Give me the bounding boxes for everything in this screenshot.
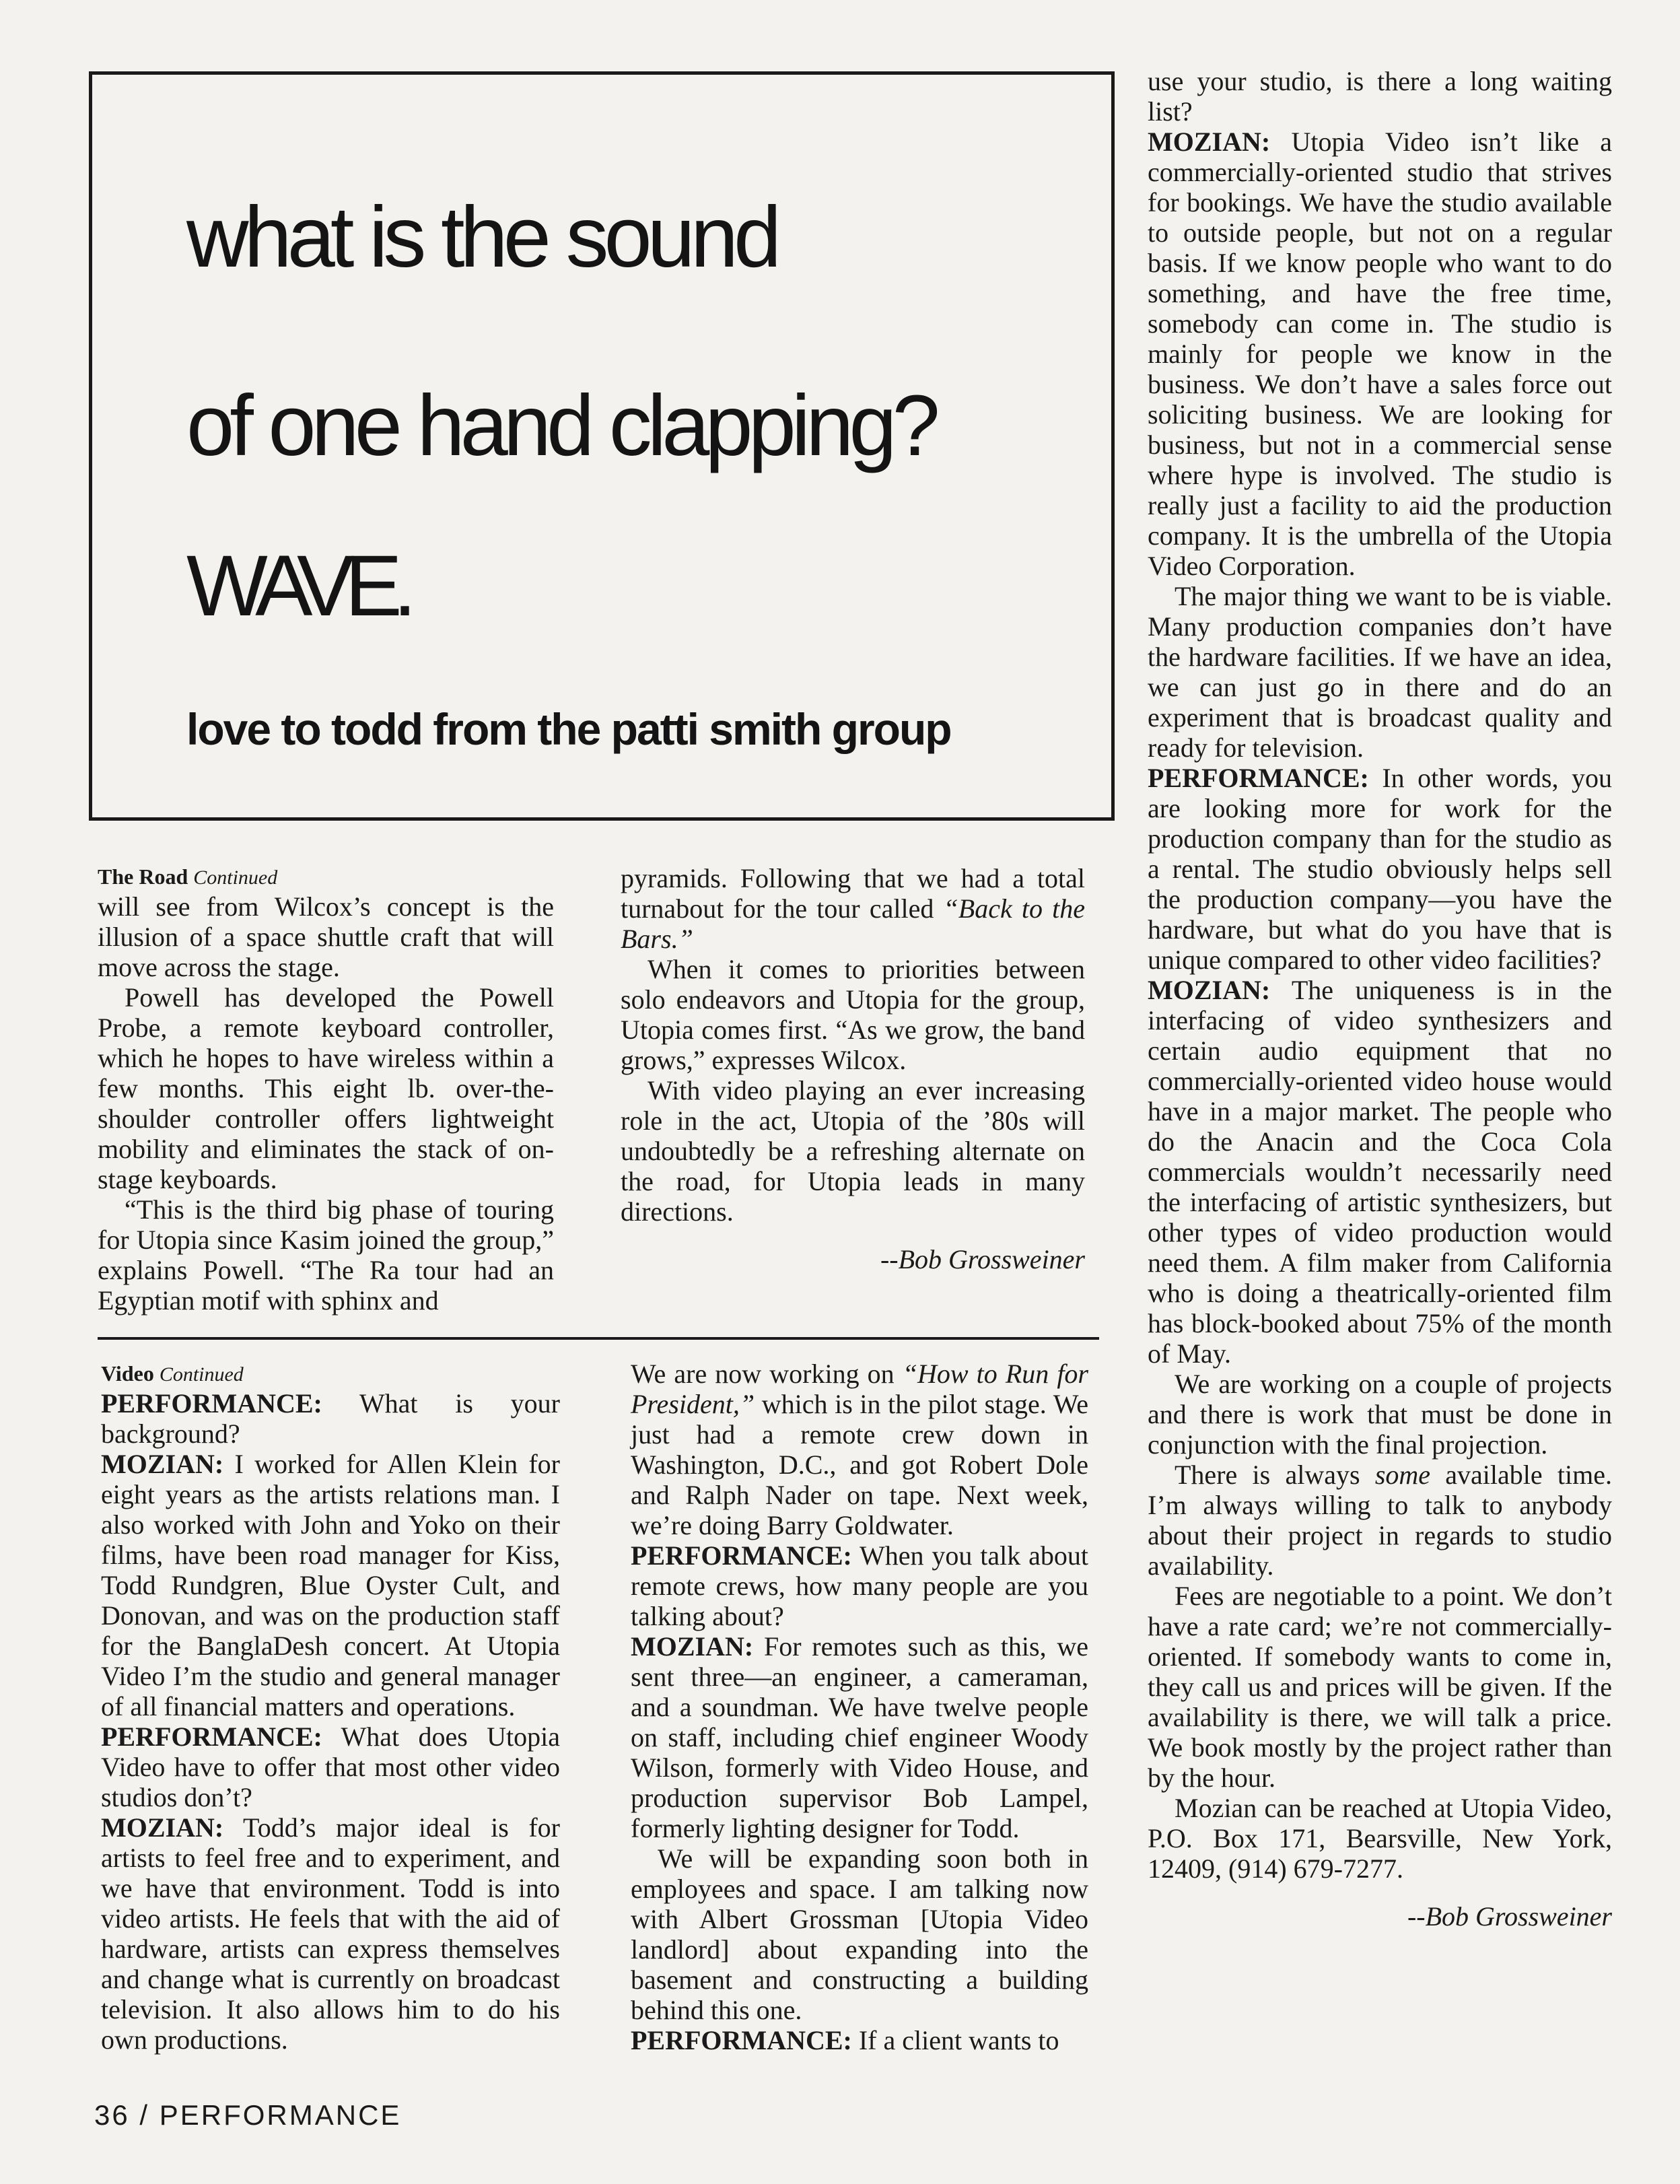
- interview-paragraph: PERFORMANCE: What does Utopia Video have to offer that most other video studios don’t?: [101, 1721, 560, 1812]
- video-signature: --Bob Grossweiner: [1407, 1901, 1612, 1932]
- ad-tagline: love to todd from the patti smith group: [186, 704, 951, 754]
- interview-paragraph: MOZIAN: Todd’s major ideal is for artists to feel free and to experiment, and we have that environment. Todd is into video artists. He feels that with the aid of hardware, artists can express themselves and change what is currently on broadcast television. It also allows him to do his own productions.: [101, 1812, 560, 2055]
- road-paragraph: will see from Wilcox’s concept is the illusion of a space shuttle craft that will move across the stage.: [98, 891, 554, 982]
- road-column-1: [98, 863, 554, 1316]
- road-paragraph: Powell has developed the Powell Probe, a remote keyboard controller, which he hopes to have wireless within a few months. This eight lb. over-the-shoulder controller offers lightweight mobility and eliminates the stack of on-stage keyboards.: [98, 982, 554, 1194]
- interview-paragraph: Mozian can be reached at Utopia Video, P.O. Box 171, Bearsville, New York, 12409, (914) 679-7277.: [1148, 1793, 1612, 1884]
- road-signature: --Bob Grossweiner: [880, 1244, 1085, 1274]
- interview-paragraph: We will be expanding soon both in employees and space. I am talking now with Albert Grossman [Utopia Video landlord] about expanding into the basement and constructing a building behind this one.: [631, 1843, 1088, 2025]
- ad-headline-1: what is the sound: [186, 189, 777, 285]
- road-paragraph: When it comes to priorities between solo endeavors and Utopia for the group, Utopia comes first. “As we grow, the band grows,” expresses Wilcox.: [621, 954, 1085, 1075]
- road-paragraph: With video playing an ever increasing role in the act, Utopia of the ’80s will undoubtedly be a refreshing alternate on the road, for Utopia leads in many directions.: [621, 1075, 1085, 1227]
- ad-headline-2: of one hand clapping?: [186, 378, 936, 474]
- road-heading: The Road Continued: [98, 864, 278, 889]
- interview-paragraph: MOZIAN: I worked for Allen Klein for eight years as the artists relations man. I also worked with John and Yoko on their films, have been road manager for Kiss, Todd Rundgren, Blue Oyster Cult, and Donovan, and was on the production staff for the BanglaDesh concert. At Utopia Video I’m the studio and general manager of all financial matters and operations.: [101, 1449, 560, 1721]
- interview-paragraph: The major thing we want to be is viable. Many production companies don’t have the hardware facilities. If we have an idea, we can just go in there and do an experiment that is broadcast quality and ready for television.: [1148, 581, 1612, 763]
- interview-paragraph: There is always some available time. I’m always willing to talk to anybody about their project in regards to studio availability.: [1148, 1460, 1613, 1581]
- video-heading: Video Continued: [101, 1361, 244, 1386]
- road-paragraph: “This is the third big phase of touring for Utopia since Kasim joined the group,” explains Powell. “The Ra tour had an Egyptian motif with sphinx and: [98, 1194, 554, 1316]
- interview-paragraph: PERFORMANCE: In other words, you are looking more for work for the production company than for the studio as a rental. The studio obviously helps sell the production company—you have the hardware, but what do you have that is unique compared to other video facilities?: [1148, 763, 1612, 975]
- road-column-2: [621, 863, 1085, 1274]
- section-divider: [98, 1337, 1099, 1340]
- interview-paragraph: MOZIAN: Utopia Video isn’t like a commercially-oriented studio that strives for bookings. We have the studio available to outside people, but not on a regular basis. If we know people who want to do something, and have the free time, somebody can come in. The studio is mainly for people we know in the business. We don’t have a sales force out soliciting business. We are looking for business, but not in a commercial sense where hype is involved. The studio is really just a facility to aid the production company. It is the umbrella of the Utopia Video Corporation.: [1148, 127, 1612, 581]
- video-column-2: [631, 1359, 1088, 2055]
- video-column-1: [101, 1360, 560, 2055]
- interview-paragraph: PERFORMANCE: If a client wants to: [631, 2025, 1059, 2055]
- road-paragraph: pyramids. Following that we had a total turnabout for the tour called “Back to the Bars.”: [621, 863, 1085, 954]
- interview-paragraph: MOZIAN: For remotes such as this, we sent three—an engineer, a cameraman, and a soundman. We have twelve people on staff, including chief engineer Woody Wilson, formerly with Video House, and production supervisor Bob Lampel, formerly lighting designer for Todd.: [631, 1631, 1088, 1843]
- video-column-3: [1148, 66, 1612, 1932]
- interview-paragraph: PERFORMANCE: When you talk about remote crews, how many people are you talking about?: [631, 1540, 1088, 1631]
- interview-paragraph: Fees are negotiable to a point. We don’t have a rate card; we’re not commercially-oriented. If somebody wants to come in, they call us and prices will be given. If the availability is there, we will talk a price. We book mostly by the project rather than by the hour.: [1148, 1581, 1612, 1793]
- ad-headline-3: WAVE.: [186, 538, 408, 634]
- interview-paragraph: use your studio, is there a long waiting list?: [1148, 66, 1612, 127]
- advertisement-box: [89, 71, 1115, 821]
- interview-paragraph: We are now working on “How to Run for President,” which is in the pilot stage. We just had a remote crew down in Washington, D.C., and got Robert Dole and Ralph Nader on tape. Next week, we’re doing Barry Goldwater.: [631, 1359, 1089, 1540]
- page-footer: 36 / PERFORMANCE: [94, 2099, 402, 2131]
- interview-paragraph: PERFORMANCE: What is your background?: [101, 1388, 560, 1449]
- interview-paragraph: MOZIAN: The uniqueness is in the interfacing of video synthesizers and certain audio equipment that no commercially-oriented video house would have in a major market. The people who do the Anacin and the Coca Cola commercials wouldn’t necessarily need the interfacing of artistic synthesizers, but other types of video production would need them. A film maker from California who is doing a theatrically-oriented film has block-booked about 75% of the month of May.: [1148, 975, 1612, 1369]
- interview-paragraph: We are working on a couple of projects and there is work that must be done in conjunction with the final projection.: [1148, 1369, 1612, 1460]
